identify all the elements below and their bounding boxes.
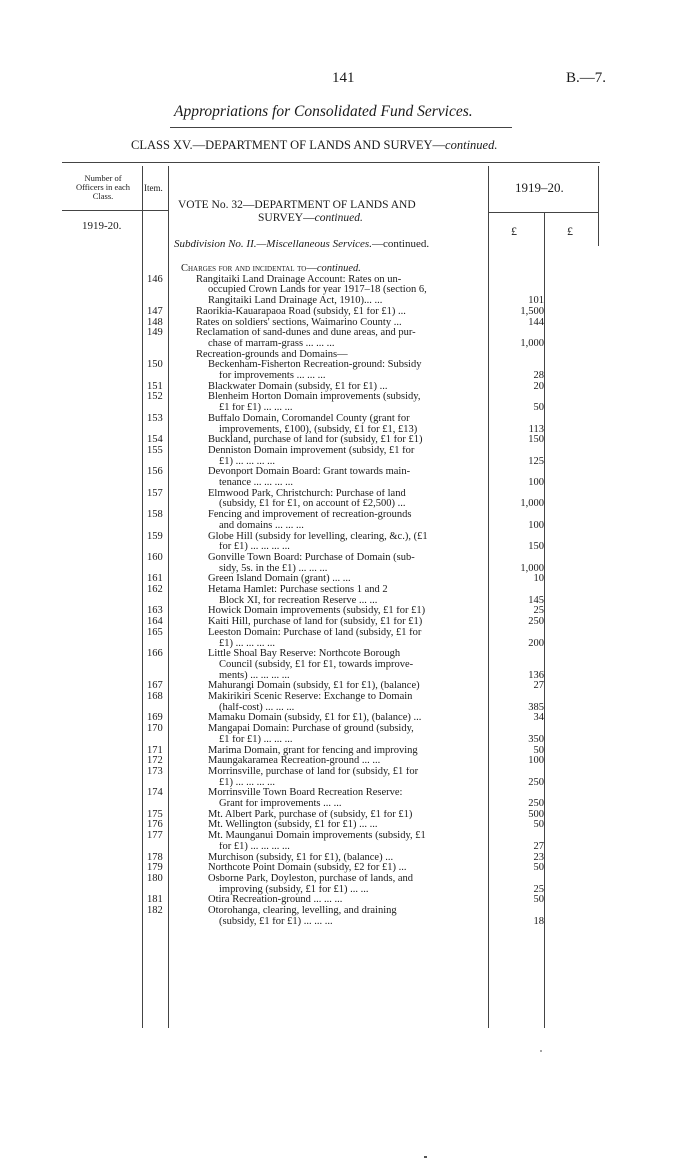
item-description-text: Beckenham-Fisherton Recreation-ground: Subsidy (208, 360, 422, 371)
vote-heading-continued: continued. (314, 212, 363, 224)
amount-value: 25 (533, 883, 544, 895)
amount-value: 34 (533, 712, 544, 724)
amount-value: 500 (528, 808, 544, 820)
amount-value: 136 (528, 669, 544, 681)
item-description (208, 906, 484, 916)
item-number: 175 (147, 808, 163, 820)
table-row (0, 874, 700, 884)
table-row (0, 521, 700, 531)
amount-value: 250 (528, 776, 544, 788)
amount-value: 150 (528, 541, 544, 553)
item-description-text: chase of marram-grass ... ... ... (208, 338, 335, 349)
table-row (0, 671, 700, 681)
item-description-text: Mt. Albert Park, purchase of (subsidy, £1 for £1) (208, 809, 413, 820)
continued-label: continued. (316, 264, 361, 274)
item-description (219, 885, 484, 895)
amount-value: 125 (528, 455, 544, 467)
item-description-text: Howick Domain improvements (subsidy, £1 for £1) (208, 606, 426, 617)
item-description (208, 606, 484, 616)
item-description (208, 853, 484, 863)
item-number: 182 (147, 905, 163, 916)
item-description-text: ments) ... ... ... ... (219, 670, 290, 681)
item-description-text: Osborne Park, Doyleston, purchase of lands, and (208, 873, 413, 884)
item-description-text: Council (subsidy, £1 for £1, towards improve- (219, 659, 414, 670)
item-number: 162 (147, 584, 163, 595)
item-number: 174 (147, 787, 163, 799)
table-row (0, 371, 700, 381)
amount-value: 145 (528, 594, 544, 606)
item-description (208, 532, 484, 542)
table-row (0, 628, 700, 638)
item-description-text: and domains ... ... ... (219, 520, 304, 531)
pound-sign-right: £ (567, 224, 573, 238)
amount-value: 250 (528, 616, 544, 628)
item-number: 146 (147, 273, 163, 285)
item-description-text: for £1) ... ... ... ... (219, 542, 290, 553)
item-number: 167 (147, 680, 163, 692)
item-description (219, 671, 484, 681)
item-description (181, 264, 484, 274)
table-row (0, 403, 700, 413)
amount-value: 113 (528, 423, 544, 435)
item-number: 178 (147, 851, 163, 863)
item-description (208, 874, 484, 884)
amount-value: 25 (533, 605, 544, 617)
table-row (0, 435, 700, 445)
item-description (208, 435, 484, 445)
item-description-text: £1) ... ... ... ... (219, 777, 275, 788)
item-description-text: Mt. Maunganui Domain improvements (subsidy, £1 (208, 831, 426, 842)
item-description (219, 425, 484, 435)
table-row (0, 895, 700, 905)
table-row (0, 499, 700, 509)
amount-value: 27 (533, 840, 544, 852)
item-description (208, 746, 484, 756)
item-number: 154 (147, 434, 163, 446)
item-number: 172 (147, 755, 163, 767)
item-description (219, 564, 484, 574)
amount-value: 101 (528, 295, 544, 307)
table-row (0, 542, 700, 552)
item-description (208, 810, 484, 820)
item-description-text: Elmwood Park, Christchurch: Purchase of land (208, 488, 406, 499)
amount-value: 1,000 (520, 498, 544, 510)
item-description-text: £1 for £1) ... ... ... (219, 403, 293, 414)
table-row (0, 906, 700, 916)
item-description-text: Block XI, for recreation Reserve ... ... (219, 595, 378, 606)
item-description-text: Rangitaiki Land Drainage Account: Rates on un- (196, 274, 402, 285)
item-number: 177 (147, 830, 163, 842)
item-description (219, 639, 484, 649)
table-row (0, 606, 700, 616)
item-description-text: for £1) ... ... ... ... (219, 841, 290, 852)
item-description-text: Gonville Town Board: Purchase of Domain (sub- (208, 552, 415, 563)
table-row (0, 713, 700, 723)
amount-value: 50 (533, 862, 544, 874)
item-description (208, 360, 484, 370)
item-description-text: £1) ... ... ... ... (219, 638, 275, 649)
table-row (0, 885, 700, 895)
item-description (208, 285, 484, 295)
item-description (219, 403, 484, 413)
item-description (208, 617, 484, 627)
table-row (0, 489, 700, 499)
table-row (0, 842, 700, 852)
item-number: 171 (147, 744, 163, 756)
class-heading-main: CLASS XV.—DEPARTMENT OF LANDS AND SURVEY— (131, 138, 446, 152)
item-description (219, 596, 484, 606)
table-row (0, 756, 700, 766)
item-description (219, 917, 484, 927)
amount-value: 1,500 (520, 305, 544, 317)
document-reference: B.—7. (566, 70, 607, 86)
item-description (208, 585, 484, 595)
item-description (208, 681, 484, 691)
item-description-text: Murchison (subsidy, £1 for £1), (balance) ... (208, 852, 394, 863)
officers-year-label: 1919-20. (82, 220, 122, 232)
item-description-text: Buffalo Domain, Coromandel County (grant for (208, 413, 410, 424)
item-description (208, 724, 484, 734)
item-description-text: Leeston Domain: Purchase of land (subsidy, £1 for (208, 627, 422, 638)
table-row (0, 810, 700, 820)
item-description (219, 371, 484, 381)
table-row (0, 264, 700, 274)
item-column-header: Item. (144, 183, 163, 193)
item-description-text: improving (subsidy, £1 for £1) ... ... (219, 884, 369, 895)
subdivision-heading-main: Subdivision No. II.—Miscellaneous Services. (174, 238, 372, 250)
item-description (219, 457, 484, 467)
item-description (208, 692, 484, 702)
item-number: 149 (147, 327, 163, 339)
table-row (0, 778, 700, 788)
item-description (196, 318, 484, 328)
item-number: 150 (147, 359, 163, 371)
amount-value: 10 (533, 573, 544, 585)
item-number: 163 (147, 605, 163, 617)
item-description-text: Raorikia-Kauarapaoa Road (subsidy, £1 for £1) ... (196, 306, 406, 317)
item-description-text: Morrinsville Town Board Recreation Reserve: (208, 788, 403, 799)
item-description-text: Denniston Domain improvement (subsidy, £1 for (208, 445, 415, 456)
item-description-text: Green Island Domain (grant) ... ... (208, 574, 351, 585)
item-description (208, 414, 484, 424)
page-number: 141 (332, 70, 355, 86)
item-description (208, 574, 484, 584)
item-description (219, 735, 484, 745)
item-description (208, 788, 484, 798)
amount-value: 20 (533, 380, 544, 392)
item-description-text: improvements, £100), (subsidy, £1 for £1, £13) (219, 424, 418, 435)
item-description-text: Grant for improvements ... ... (219, 799, 342, 809)
table-row (0, 788, 700, 798)
item-description-text: Charges for and incidental to— (181, 264, 317, 274)
amount-value: 28 (533, 370, 544, 381)
item-description (219, 521, 484, 531)
item-description-text: Buckland, purchase of land for (subsidy, £1 for £1) (208, 435, 423, 446)
item-description (208, 510, 484, 520)
item-description (208, 553, 484, 563)
item-number: 151 (147, 380, 163, 392)
item-number: 148 (147, 316, 163, 328)
item-description (208, 713, 484, 723)
vote-heading-line-1: VOTE No. 32—DEPARTMENT OF LANDS AND (178, 199, 416, 211)
item-description-text: Makirikiri Scenic Reserve: Exchange to Domain (208, 692, 413, 702)
item-description (208, 628, 484, 638)
item-number: 166 (147, 648, 163, 660)
table-row (0, 414, 700, 424)
officers-header-line-3: Class. (92, 191, 114, 201)
table-row (0, 681, 700, 691)
item-description-text: Mt. Wellington (subsidy, £1 for £1) ... ... (208, 820, 378, 831)
item-description-text: Northcote Point Domain (subsidy, £2 for £1) ... (208, 863, 407, 874)
table-row (0, 735, 700, 745)
table-row (0, 553, 700, 563)
amount-value: 50 (533, 819, 544, 831)
table-row (0, 724, 700, 734)
table-row (0, 467, 700, 477)
item-description (196, 328, 484, 338)
item-description (219, 542, 484, 552)
class-heading-continued: continued. (445, 138, 498, 152)
item-number: 157 (147, 487, 163, 499)
item-description (208, 489, 484, 499)
item-description (196, 307, 484, 317)
amount-value: 50 (533, 894, 544, 906)
table-row (0, 382, 700, 392)
table-row (0, 649, 700, 659)
page-title: Appropriations for Consolidated Fund Services. (174, 103, 473, 120)
item-description (219, 778, 484, 788)
item-description (208, 339, 484, 349)
table-row (0, 318, 700, 328)
amount-value: 144 (528, 316, 544, 328)
item-number: 158 (147, 509, 163, 521)
item-number: 169 (147, 712, 163, 724)
amount-value: 150 (528, 434, 544, 446)
item-description-text: Rangitaiki Land Drainage Act, 1910)... ... (208, 296, 383, 307)
table-row (0, 596, 700, 606)
table-row (0, 532, 700, 542)
item-description-text: Otorohanga, clearing, levelling, and draining (208, 906, 397, 916)
item-description (208, 467, 484, 477)
item-description-text: occupied Crown Lands for year 1917–18 (section 6, (208, 285, 427, 296)
table-row (0, 703, 700, 713)
item-description-text: Marima Domain, grant for fencing and improving (208, 745, 418, 756)
table-row (0, 746, 700, 756)
table-row (0, 564, 700, 574)
item-number: 170 (147, 723, 163, 735)
item-description-text: Blenheim Horton Domain improvements (subsidy, (208, 392, 421, 403)
table-row (0, 296, 700, 306)
item-description-text: Mahurangi Domain (subsidy, £1 for £1), (balance) (208, 681, 420, 692)
item-number: 161 (147, 573, 163, 585)
item-number: 181 (147, 894, 163, 906)
item-description-text: tenance ... ... ... ... (219, 478, 294, 488)
item-description-text: Globe Hill (subsidy for levelling, clearing, &c.), (£1 (208, 531, 428, 542)
amount-value: 1,000 (520, 337, 544, 349)
table-row (0, 360, 700, 370)
scan-dot (540, 1050, 542, 1052)
item-number: 168 (147, 691, 163, 702)
item-description (208, 446, 484, 456)
item-description (208, 767, 484, 777)
amount-value: 1,000 (520, 562, 544, 574)
item-description-text: (subsidy, £1 for £1) ... ... ... (219, 916, 333, 927)
table-row (0, 820, 700, 830)
item-description-text: Mangapai Domain: Purchase of ground (subsidy, (208, 724, 414, 735)
table-row (0, 339, 700, 349)
amount-value: 50 (533, 744, 544, 756)
item-description (208, 863, 484, 873)
item-description-text: Blackwater Domain (subsidy, £1 for £1) ... (208, 381, 388, 392)
item-description (219, 499, 484, 509)
vote-heading-line-2-main: SURVEY— (258, 212, 315, 224)
table-row (0, 425, 700, 435)
table-row (0, 328, 700, 338)
amount-value: 385 (528, 701, 544, 713)
item-number: 156 (147, 466, 163, 478)
table-row (0, 446, 700, 456)
item-description-text: Morrinsville, purchase of land for (subsidy, £1 for (208, 766, 419, 777)
item-description (208, 382, 484, 392)
item-description (196, 350, 484, 360)
item-number: 180 (147, 872, 163, 884)
table-row (0, 510, 700, 520)
table-row (0, 392, 700, 402)
amount-value: 100 (528, 519, 544, 531)
table-row (0, 917, 700, 927)
amount-value: 100 (528, 477, 544, 488)
item-number: 173 (147, 765, 163, 777)
item-description-text: sidy, 5s. in the £1) ... ... ... (219, 563, 328, 574)
item-description-text: (subsidy, £1 for £1, on account of £2,500) ... (219, 499, 406, 510)
item-description (219, 660, 484, 670)
pound-sign-left: £ (511, 224, 517, 238)
amount-value: 250 (528, 798, 544, 809)
table-row (0, 574, 700, 584)
item-description (219, 842, 484, 852)
table-row (0, 275, 700, 285)
item-description-text: (half-cost) ... ... ... (219, 702, 295, 713)
item-number: 147 (147, 305, 163, 317)
item-description-text: Recreation-grounds and Domains— (196, 349, 348, 360)
amount-value: 18 (533, 915, 544, 927)
item-number: 152 (147, 391, 163, 403)
item-description-text: Maungakaramea Recreation-ground ... ... (208, 756, 381, 767)
amount-value: 27 (533, 680, 544, 692)
item-description (219, 799, 484, 809)
table-row (0, 350, 700, 360)
item-description (196, 275, 484, 285)
table-row (0, 307, 700, 317)
item-description-text: Mamaku Domain (subsidy, £1 for £1), (balance) ... (208, 713, 422, 724)
table-row (0, 692, 700, 702)
officers-header-line-1: Number of (84, 173, 122, 183)
table-row (0, 457, 700, 467)
scan-dot (424, 1156, 427, 1158)
item-description-text: Little Shoal Bay Reserve: Northcote Borough (208, 649, 401, 660)
table-row (0, 831, 700, 841)
item-description (219, 703, 484, 713)
amount-year-label: 1919–20. (515, 180, 564, 195)
table-row (0, 863, 700, 873)
table-row (0, 853, 700, 863)
item-description (208, 756, 484, 766)
table-row (0, 639, 700, 649)
item-number: 155 (147, 444, 163, 456)
table-row (0, 285, 700, 295)
subdivision-heading-continued: —continued. (371, 238, 430, 250)
item-number: 176 (147, 819, 163, 831)
item-number: 165 (147, 626, 163, 638)
table-row (0, 799, 700, 809)
item-number: 153 (147, 412, 163, 424)
table-row (0, 660, 700, 670)
item-number: 160 (147, 551, 163, 563)
item-description-text: Reclamation of sand-dunes and dune areas, and pur- (196, 328, 416, 339)
amount-value: 23 (533, 851, 544, 863)
table-row (0, 767, 700, 777)
table-row (0, 617, 700, 627)
amount-value: 200 (528, 637, 544, 649)
amount-value: 50 (533, 402, 544, 414)
item-description-text: Hetama Hamlet: Purchase sections 1 and 2 (208, 585, 388, 595)
item-description (208, 895, 484, 905)
item-description-text: Devonport Domain Board: Grant towards main- (208, 467, 411, 478)
item-description-text: Kaiti Hill, purchase of land for (subsidy, £1 for £1) (208, 617, 423, 628)
item-description (219, 478, 484, 488)
item-description (208, 392, 484, 402)
amount-value: 100 (528, 755, 544, 767)
table-row (0, 478, 700, 488)
amount-value: 350 (528, 733, 544, 745)
officers-header-line-2: Officers in each (75, 182, 131, 192)
item-number: 179 (147, 862, 163, 874)
item-description-text: £1 for £1) ... ... ... (219, 734, 293, 745)
item-description-text: £1) ... ... ... ... (219, 456, 275, 467)
item-description-text: Fencing and improvement of recreation-grounds (208, 510, 412, 521)
item-description-text: Rates on soldiers' sections, Waimarino County ... (196, 317, 402, 328)
table-row (0, 585, 700, 595)
item-description (208, 820, 484, 830)
item-description (208, 831, 484, 841)
item-description (208, 649, 484, 659)
item-description (208, 296, 484, 306)
item-description-text: for improvements ... ... ... (219, 371, 326, 381)
item-description-text: Otira Recreation-ground ... ... ... (208, 895, 343, 906)
item-number: 164 (147, 616, 163, 628)
item-number: 159 (147, 530, 163, 542)
